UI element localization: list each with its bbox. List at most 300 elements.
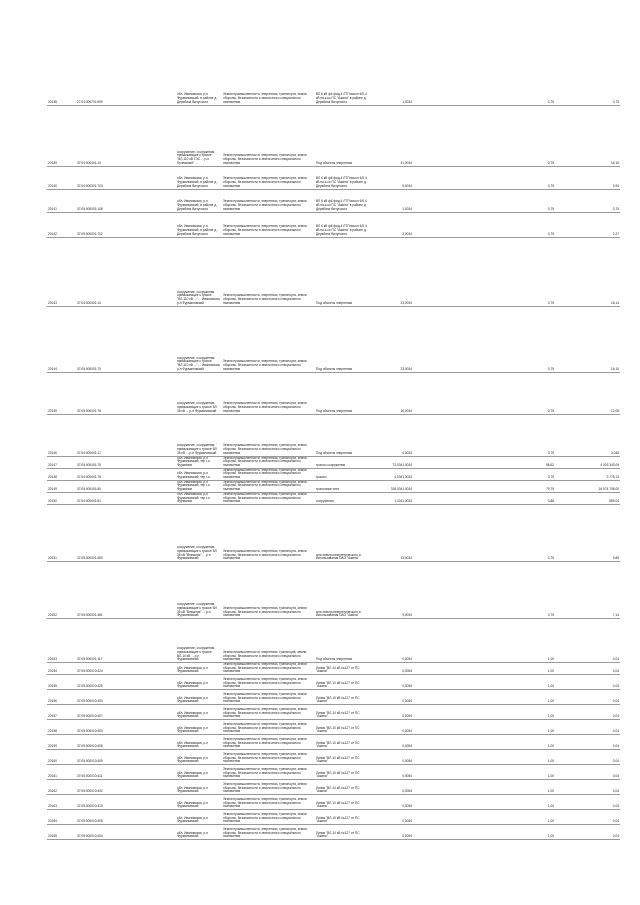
table-row xyxy=(47,504,620,561)
land-category-cell-text: Земли промышленности, энергетики, транспорта, земли обороны, безопасности и земли иного специального назначения xyxy=(223,766,307,779)
cadastral-number-text: 37:05:000010:410 xyxy=(77,804,103,809)
empty-cell xyxy=(116,561,176,618)
location-cell-text: обл. Ивановская, р-н Фурмановский, в районе д. Дерябиха Вичугского xyxy=(177,92,218,104)
location-cell xyxy=(176,780,222,795)
permitted-use-cell-text: Линия "ВЛ-10 кВ №127 от ПС "Ажина" xyxy=(316,830,360,839)
cadastral-number-text: 37:04:000501:703 xyxy=(77,183,103,188)
amount-cell-text: 9,89 xyxy=(612,556,619,561)
location-cell-text: сооружение, сооружения, примыкающие к трассе "ВЛ-110 кВ ГЭС ... р-н Пучежский" ... xyxy=(177,149,216,165)
location-cell xyxy=(176,662,222,674)
land-category-cell xyxy=(222,618,315,662)
land-category-cell-text: Земли промышленности, энергетики, транспорта, земли обороны, безопасности и земли иного специального назначения xyxy=(223,781,307,794)
rate-cell xyxy=(517,166,555,189)
empty-cell xyxy=(116,372,176,414)
row-number xyxy=(47,58,76,105)
row-number-text: 20143 xyxy=(48,300,57,305)
cadastral-number-text: 37:05:000001:481 xyxy=(77,613,103,618)
location-cell xyxy=(176,720,222,735)
permitted-use-cell-text: для электроэнергетического и использования ОАО "Ажина" xyxy=(316,552,361,561)
rate-cell-text: 1,00 xyxy=(547,774,554,779)
permitted-use-cell xyxy=(315,765,370,780)
permitted-use-cell-text: Под объекты энергетики xyxy=(316,450,353,455)
area-cell-text: 31,0034 xyxy=(400,160,412,165)
cadastral-number-text: 37:05:000010:405 xyxy=(77,819,103,824)
cadastral-number xyxy=(76,720,116,735)
rate-cell xyxy=(517,372,555,414)
row-number-text: 20158 xyxy=(48,729,57,734)
land-plots-table xyxy=(47,58,620,840)
land-category-cell-text: Земли промышленности, энергетики, транспорта, земли обороны, безопасности и земли иного специального назначения xyxy=(223,721,307,734)
empty-cell xyxy=(116,414,176,456)
area-cell-text: 0,0054 xyxy=(402,684,412,689)
permitted-use-cell xyxy=(315,372,370,414)
area-cell-text: 4,0341,0034 xyxy=(394,475,412,480)
cadastral-number xyxy=(76,690,116,705)
location-cell xyxy=(176,237,222,306)
row-number xyxy=(47,105,76,166)
amount-cell-text: 0,04 xyxy=(612,804,619,809)
land-category-cell xyxy=(222,675,315,690)
row-number xyxy=(47,166,76,189)
table-row xyxy=(47,189,620,212)
location-cell xyxy=(176,690,222,705)
permitted-use-cell xyxy=(315,58,370,105)
land-category-cell-text: Земли промышленности, энергетики, транспорта, земли обороны, безопасности и земли иного специального назначения xyxy=(223,826,307,839)
rate-cell xyxy=(517,105,555,166)
amount-cell xyxy=(585,720,620,735)
permitted-use-cell-text: Линия "ВЛ-10 кВ №127 от ПС "Ажина" xyxy=(316,770,360,779)
land-category-cell xyxy=(222,750,315,765)
row-number-text: 20155 xyxy=(48,684,57,689)
area-cell-text: 0,0054 xyxy=(402,834,412,839)
location-cell-text: обл. Ивановская, р-н Фурмановский xyxy=(177,830,208,839)
land-category-cell-text: Земли промышленности, энергетики, транспорта, земли обороны, безопасности и земли иного специального назначения xyxy=(223,706,307,719)
table-row xyxy=(47,662,620,674)
cadastral-number-text: 37:05:000001:702 xyxy=(77,231,103,236)
cadastral-number xyxy=(76,825,116,840)
amount-cell xyxy=(585,480,620,492)
empty-cell xyxy=(555,237,585,306)
empty-cell xyxy=(413,735,517,750)
location-cell xyxy=(176,765,222,780)
rate-cell-text: 0,75 xyxy=(547,475,554,480)
empty-cell xyxy=(116,780,176,795)
land-category-cell-text: Земли промышленности, энергетики, транспорта, земли обороны, безопасности и земли иного специального назначения xyxy=(223,199,307,211)
amount-cell-text: 16,14 xyxy=(611,300,619,305)
empty-cell xyxy=(116,825,176,840)
table-row xyxy=(47,166,620,189)
area-cell-text: 0,0054 xyxy=(402,657,412,662)
empty-cell xyxy=(555,618,585,662)
empty-cell xyxy=(555,720,585,735)
area-cell-text: 0,0054 xyxy=(402,759,412,764)
location-cell xyxy=(176,306,222,372)
empty-cell xyxy=(413,810,517,825)
location-cell-text: сооружение, сооружения, примыкающие к трассе ВЛ-10 кВ ... р-н Фурмановский xyxy=(177,646,216,662)
cadastral-number xyxy=(76,237,116,306)
rate-cell-text: 1,00 xyxy=(547,789,554,794)
area-cell-text: 4,0034 xyxy=(402,450,412,455)
amount-cell-text: 2,27 xyxy=(612,231,619,236)
row-number-text: 20144 xyxy=(48,366,57,371)
empty-cell xyxy=(116,166,176,189)
cadastral-number-text: 37:05:000010:425 xyxy=(77,684,103,689)
rate-cell-text: 1,00 xyxy=(547,714,554,719)
empty-cell xyxy=(555,468,585,480)
empty-cell xyxy=(555,306,585,372)
amount-cell xyxy=(585,166,620,189)
rate-cell xyxy=(517,690,555,705)
rate-cell-text: 1,00 xyxy=(547,804,554,809)
land-category-cell xyxy=(222,720,315,735)
cadastral-number xyxy=(76,58,116,105)
amount-cell-text: 16 974 708,00 xyxy=(598,487,619,492)
table-row xyxy=(47,780,620,795)
area-cell-text: 0,0054 xyxy=(402,729,412,734)
permitted-use-cell xyxy=(315,189,370,212)
location-cell xyxy=(176,212,222,237)
land-category-cell xyxy=(222,372,315,414)
empty-cell xyxy=(116,306,176,372)
empty-cell xyxy=(413,306,517,372)
row-number-text: 20154 xyxy=(48,669,57,674)
land-category-cell-text: Земли промышленности, энергетики, транспорта, земли обороны, безопасности и земли иного специального назначения xyxy=(223,751,307,764)
rate-cell xyxy=(517,795,555,810)
location-cell xyxy=(176,825,222,840)
rate-cell-text: 0,75 xyxy=(547,300,554,305)
land-category-cell xyxy=(222,414,315,456)
amount-cell xyxy=(585,795,620,810)
row-number-text: 20147 xyxy=(48,462,57,467)
location-cell-text: обл. Ивановская, р-н Фурмановский xyxy=(177,755,208,764)
empty-cell xyxy=(116,480,176,492)
row-number-text: 20145 xyxy=(48,408,57,413)
area-cell xyxy=(370,372,413,414)
amount-cell xyxy=(585,618,620,662)
permitted-use-cell-text: трассы xyxy=(316,475,327,480)
row-number xyxy=(47,189,76,212)
row-number-text: 20141 xyxy=(48,206,57,211)
amount-cell-text: 0,04 xyxy=(612,834,619,839)
amount-cell xyxy=(585,414,620,456)
row-number xyxy=(47,735,76,750)
row-number xyxy=(47,795,76,810)
land-category-cell-text: Земли промышленности, энергетики, транспорта, земли обороны, безопасности и земли иного специального назначения xyxy=(223,153,307,165)
empty-cell xyxy=(413,212,517,237)
permitted-use-cell xyxy=(315,690,370,705)
empty-cell xyxy=(116,618,176,662)
empty-cell xyxy=(116,705,176,720)
area-cell xyxy=(370,58,413,105)
area-cell-text: 0,0054 xyxy=(402,744,412,749)
table-row xyxy=(47,810,620,825)
row-number xyxy=(47,810,76,825)
amount-cell xyxy=(585,212,620,237)
permitted-use-cell-text: Под объекты энергетики xyxy=(316,366,353,371)
cadastral-number xyxy=(76,456,116,468)
permitted-use-cell-text: Линия "ВЛ-10 кВ №127 от ПС "Ажина" xyxy=(316,740,360,749)
empty-cell xyxy=(555,456,585,468)
amount-cell-text: 16,10 xyxy=(611,366,619,371)
permitted-use-cell-text: Под объекты энергетики xyxy=(316,300,353,305)
cadastral-number xyxy=(76,372,116,414)
location-cell-text: обл. Ивановская, р-н Фурмановский, в районе д. Дерябиха Вичугского xyxy=(177,199,218,211)
area-cell xyxy=(370,662,413,674)
land-category-cell-text: Земли промышленности, энергетики, транспорта, земли обороны, безопасности и земли иного специального назначения xyxy=(223,176,307,188)
area-cell xyxy=(370,690,413,705)
row-number-text: 20153 xyxy=(48,657,57,662)
amount-cell xyxy=(585,58,620,105)
empty-cell xyxy=(116,750,176,765)
empty-cell xyxy=(413,492,517,504)
row-number-text: 20149 xyxy=(48,487,57,492)
amount-cell-text: 0,75 xyxy=(612,206,619,211)
empty-cell xyxy=(413,58,517,105)
cadastral-number-text: 37:05:000010:403 xyxy=(77,699,103,704)
empty-cell xyxy=(413,468,517,480)
permitted-use-cell xyxy=(315,561,370,618)
cadastral-number xyxy=(76,189,116,212)
location-cell xyxy=(176,414,222,456)
cadastral-number xyxy=(76,618,116,662)
table-row xyxy=(47,306,620,372)
area-cell-text: 9,0034 xyxy=(402,613,412,618)
location-cell xyxy=(176,561,222,618)
empty-cell xyxy=(116,810,176,825)
rate-cell xyxy=(517,212,555,237)
location-cell-text: сооружение, сооружения, примыкающие к трассе "ВЛ-110 кВ ..." ... Ивановская, р-н Фурмановский xyxy=(177,289,221,305)
area-cell xyxy=(370,480,413,492)
land-category-cell-text: Земли промышленности, энергетики, транспорта, земли обороны, безопасности и земли иного специального назначения xyxy=(223,796,307,809)
land-category-cell xyxy=(222,456,315,468)
empty-cell xyxy=(555,735,585,750)
location-cell-text: обл. Ивановская, р-н Фурмановский, тер г.о. Фурманов xyxy=(177,492,211,504)
cadastral-number xyxy=(76,705,116,720)
amount-cell-text: 0,04 xyxy=(612,744,619,749)
table-row xyxy=(47,735,620,750)
table-row xyxy=(47,456,620,468)
land-category-cell xyxy=(222,58,315,105)
area-cell xyxy=(370,765,413,780)
row-number-text: 20163 xyxy=(48,804,57,809)
land-category-cell-text: Земли промышленности, энергетики, транспорта, земли обороны, безопасности и земли иного специального назначения xyxy=(223,811,307,824)
amount-cell xyxy=(585,561,620,618)
row-number-text: 20157 xyxy=(48,714,57,719)
cadastral-number-text: 37:05:000010:424 xyxy=(77,669,103,674)
land-category-cell xyxy=(222,166,315,189)
empty-cell xyxy=(413,237,517,306)
cadastral-number-text: 37:04:000401:81 xyxy=(77,499,101,504)
empty-cell xyxy=(413,372,517,414)
cadastral-number-text: 37:05:000001:70 xyxy=(77,366,101,371)
area-cell-text: 1,0034 xyxy=(402,99,412,104)
empty-cell xyxy=(116,58,176,105)
location-cell-text: сооружение, сооружения, примыкающие к трассе ВЛ 35 кВ "Внешняя" ... р-н Фурмановский xyxy=(177,545,217,561)
land-category-cell xyxy=(222,306,315,372)
permitted-use-cell-text: ВЛ 6 кВ ф6 фид.4 ЛТП вкосл 6/0,4 кВ на-к-ко ПС "Ажина" в районе д. Дерябиха Вичугского xyxy=(316,224,367,236)
table-row xyxy=(47,237,620,306)
amount-cell xyxy=(585,765,620,780)
rate-cell-text: 0,75 xyxy=(547,366,554,371)
empty-cell xyxy=(413,504,517,561)
permitted-use-cell-text: ВЛ 6 кВ ф4 фид.4 ЛТП вкосл 6/0,4 кВ на-к-ко ПС "Ажина" в районе д. Дерябиха Вичугского xyxy=(316,92,367,104)
empty-cell xyxy=(413,690,517,705)
permitted-use-cell xyxy=(315,662,370,674)
location-cell-text: обл. Ивановская, р-н Фурмановский xyxy=(177,815,208,824)
cadastral-number xyxy=(76,414,116,456)
row-number-text: 20151 xyxy=(48,556,57,561)
rate-cell-text: 1,00 xyxy=(547,657,554,662)
row-number-text: 20146 xyxy=(48,450,57,455)
table-row xyxy=(47,480,620,492)
permitted-use-cell-text: ВЛ 6 кВ ф6 фид.4 ЛТП вкосл 6/0,4 кВ на-к-ко ПС "Ажина" в районе д. Дерябиха Вичугского xyxy=(316,176,367,188)
land-category-cell xyxy=(222,189,315,212)
amount-cell-text: 0,04 xyxy=(612,789,619,794)
land-category-cell-text: Земли промышленности, энергетики, транспорта, земли обороны, безопасности и земли иного специального назначения xyxy=(223,548,307,561)
land-category-cell-text: Земли промышленности, энергетики, транспорта, земли обороны, безопасности и земли иного специального назначения xyxy=(223,736,307,749)
empty-cell xyxy=(555,372,585,414)
land-category-cell xyxy=(222,810,315,825)
amount-cell xyxy=(585,705,620,720)
permitted-use-cell-text: Под объекты энергетики xyxy=(316,160,353,165)
rate-cell-text: 0,75 xyxy=(547,160,554,165)
area-cell xyxy=(370,750,413,765)
rate-cell-text: 0,75 xyxy=(547,556,554,561)
empty-cell xyxy=(413,662,517,674)
area-cell xyxy=(370,166,413,189)
cadastral-number xyxy=(76,306,116,372)
amount-cell-text: 0,04 xyxy=(612,657,619,662)
table-row xyxy=(47,414,620,456)
area-cell xyxy=(370,618,413,662)
area-cell xyxy=(370,720,413,735)
cadastral-number-text: 37:05:000001:108 xyxy=(77,206,103,211)
location-cell xyxy=(176,58,222,105)
area-cell xyxy=(370,105,413,166)
rate-cell xyxy=(517,750,555,765)
empty-cell xyxy=(413,189,517,212)
rate-cell xyxy=(517,504,555,561)
row-number xyxy=(47,492,76,504)
amount-cell xyxy=(585,662,620,674)
location-cell xyxy=(176,105,222,166)
location-cell-text: обл. Ивановская, р-н Фурмановский xyxy=(177,785,208,794)
permitted-use-cell xyxy=(315,618,370,662)
row-number-text: 20162 xyxy=(48,789,57,794)
rate-cell-text: 58,62 xyxy=(546,462,554,467)
cadastral-number xyxy=(76,504,116,561)
location-cell-text: обл. Ивановская, р-н Фурмановский, тер г.о. Фурманов xyxy=(177,456,211,467)
area-cell-text: 318,0341,0034 xyxy=(390,487,412,492)
land-category-cell-text: Земли промышленности, энергетики, транспорта, земли обороны, безопасности и земли иного специального назначения xyxy=(223,443,307,455)
rate-cell-text: 0,75 xyxy=(547,206,554,211)
rate-cell xyxy=(517,306,555,372)
rate-cell-text: 1,00 xyxy=(547,759,554,764)
location-cell xyxy=(176,750,222,765)
location-cell-text: обл. Ивановская, р-н Фурмановский xyxy=(177,770,208,779)
permitted-use-cell-text: трассы сооружения xyxy=(316,462,346,467)
amount-cell xyxy=(585,468,620,480)
amount-cell-text: 3,045 xyxy=(611,450,619,455)
rate-cell-text: 1,00 xyxy=(547,699,554,704)
row-number xyxy=(47,662,76,674)
amount-cell-text: 0,04 xyxy=(612,729,619,734)
area-cell xyxy=(370,780,413,795)
land-category-cell xyxy=(222,480,315,492)
amount-cell-text: 0,04 xyxy=(612,684,619,689)
empty-cell xyxy=(116,662,176,674)
row-number xyxy=(47,212,76,237)
cadastral-number xyxy=(76,468,116,480)
rate-cell xyxy=(517,189,555,212)
row-number-text: 20139 xyxy=(48,160,57,165)
amount-cell-text: 0,04 xyxy=(612,774,619,779)
land-category-cell-text: Земли промышленности, энергетики, транспорта, земли обороны, безопасности и земли иного специального назначения xyxy=(223,456,307,467)
amount-cell xyxy=(585,372,620,414)
empty-cell xyxy=(555,690,585,705)
amount-cell xyxy=(585,456,620,468)
row-number-text: 20164 xyxy=(48,819,57,824)
permitted-use-cell xyxy=(315,105,370,166)
rate-cell xyxy=(517,561,555,618)
area-cell-text: 73,0341,0034 xyxy=(392,462,412,467)
rate-cell xyxy=(517,456,555,468)
permitted-use-cell xyxy=(315,720,370,735)
area-cell-text: 23,0034 xyxy=(400,300,412,305)
cadastral-number xyxy=(76,105,116,166)
empty-cell xyxy=(413,765,517,780)
amount-cell-text: 3,94 xyxy=(612,183,619,188)
permitted-use-cell xyxy=(315,795,370,810)
rate-cell xyxy=(517,662,555,674)
land-category-cell xyxy=(222,504,315,561)
permitted-use-cell-text: трассовые сети xyxy=(316,487,340,492)
permitted-use-cell-text: Линия "ВЛ-10 кВ №127 от ПС "Ажина" xyxy=(316,680,360,689)
cadastral-number-text: 37:05:000401:80 xyxy=(77,487,101,492)
land-category-cell-text: Земли промышленности, энергетики, транспорта, земли обороны, безопасности и земли иного специального назначения xyxy=(223,92,307,104)
land-category-cell xyxy=(222,735,315,750)
land-category-cell xyxy=(222,825,315,840)
table-row xyxy=(47,372,620,414)
area-cell-text: 23,0034 xyxy=(400,366,412,371)
rate-cell-text: 0,75 xyxy=(547,231,554,236)
permitted-use-cell xyxy=(315,504,370,561)
location-cell-text: обл. Ивановская, р-н Фурмановский, в районе д. Дерябиха Вичугского xyxy=(177,176,218,188)
row-number-text: 20142 xyxy=(48,231,57,236)
row-number-text: 20156 xyxy=(48,699,57,704)
amount-cell-text: 0,04 xyxy=(612,714,619,719)
land-category-cell-text: Земли промышленности, энергетики, транспорта, земли обороны, безопасности и земли иного специального назначения xyxy=(223,676,307,689)
land-category-cell-text: Земли промышленности, энергетики, транспорta, земли обороны, безопасности и земли иного специального назначения xyxy=(223,649,307,662)
land-category-cell xyxy=(222,468,315,480)
table-row xyxy=(47,690,620,705)
permitted-use-cell xyxy=(315,468,370,480)
location-cell xyxy=(176,618,222,662)
rate-cell-text: 0,88 xyxy=(547,499,554,504)
location-cell-text: обл. Ивановская, р-н Фурмановский xyxy=(177,725,208,734)
area-cell-text: 0,0054 xyxy=(402,669,412,674)
rate-cell xyxy=(517,765,555,780)
amount-cell-text: 3 778,74 xyxy=(606,475,619,480)
row-number xyxy=(47,414,76,456)
empty-cell xyxy=(555,166,585,189)
area-cell xyxy=(370,414,413,456)
area-cell xyxy=(370,306,413,372)
area-cell xyxy=(370,189,413,212)
empty-cell xyxy=(413,675,517,690)
cadastral-number-text: 37:05:000010:408 xyxy=(77,744,103,749)
permitted-use-cell-text: сооружения xyxy=(316,499,334,504)
